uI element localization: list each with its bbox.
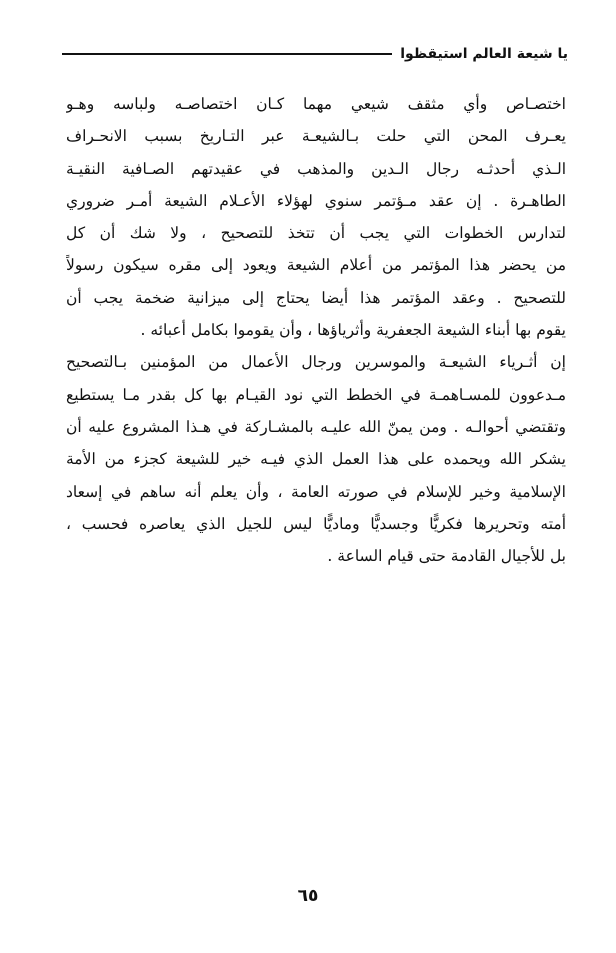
text-line: مـدعوون للمسـاهمـة في الخطط التي نود القيـام بها كل بقدر مـا يستطيع xyxy=(66,385,566,404)
text-line: لتدارس الخطوات التي يجب أن تتخذ للتصحيح ، ولا شك أن كل xyxy=(66,224,566,243)
text-line: يقوم بها أبناء الشيعة الجعفرية وأثرياؤها ، وأن يقوموا بكامل أعبائه . xyxy=(140,321,566,340)
page-number: ٦٥ xyxy=(297,886,319,906)
text-line: الإسلامية وخير للإسلام في صورته العامة ، وأن يعلم أنه ساهم في إسعاد xyxy=(66,482,566,501)
text-line: من يحضر هذا المؤتمر من أعلام الشيعة ويعود إلى مقره سيكون رسولاً xyxy=(66,256,566,275)
text-line: يشكر الله ويحمده على هذا العمل الذي فيـه خير للشيعة كجزء من الأمة xyxy=(66,450,566,469)
text-line: إن أثـرياء الشيعـة والموسرين ورجال الأعمال من المؤمنين بـالتصحيح xyxy=(66,353,566,372)
text-line: اختصـاص وأي مثقف شيعي مهما كـان اختصاصـه ولباسه وهـو xyxy=(66,95,566,113)
text-line: وتقتضي أحوالـه . ومن يمنّ الله عليـه بالمشـاركة في هـذا المشروع عليه أن xyxy=(66,417,566,436)
text-line: الطاهـرة . إن عقد مـؤتمر سنوي لهؤلاء الأعـلام الشيعة أمـر ضروري xyxy=(66,191,566,210)
running-title: يا شيعة العالم استيقظوا xyxy=(400,46,568,62)
text-line: يعـرف المحن التي حلت بـالشيعـة عبر التـاريخ بسبب الانحـراف xyxy=(66,127,566,146)
text-line: أمته وتحريرها فكريًّا وجسديًّا وماديًّا ليس للجيل الذي يعاصره فحسب ، xyxy=(66,514,566,533)
text-line: بل للأجيال القادمة حتى قيام الساعة . xyxy=(327,547,566,566)
text-line: للتصحيح . وعقد المؤتمر هذا أيضا يحتاج إلى ميزانية ضخمة يجب أن xyxy=(66,288,566,307)
text-line: الـذي أحدثـه رجال الـدين والمذهب في عقيدتهم الصـافية النقيـة xyxy=(66,159,566,178)
header-rule xyxy=(62,53,392,55)
body-text xyxy=(66,88,566,572)
running-header xyxy=(62,40,568,68)
